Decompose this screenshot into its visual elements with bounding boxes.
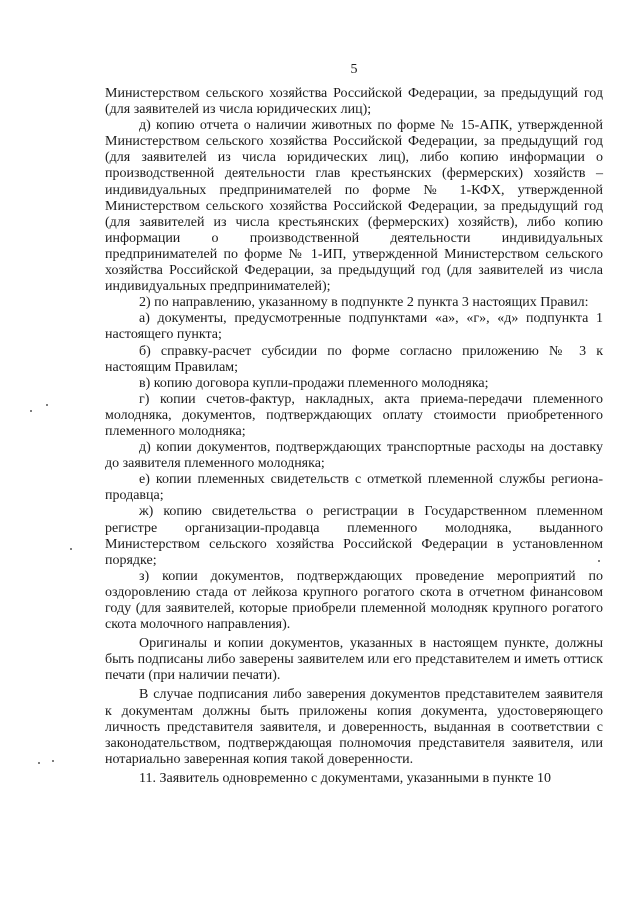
paragraph: 2) по направлению, указанному в подпункте 2 пункта 3 настоящих Правил:: [139, 295, 589, 311]
paragraph: 11. Заявитель одновременно с документами, указанными в пункте 10: [139, 770, 552, 786]
paragraph: г) копии счетов-фактур, накладных, акта приема-передачи племенного молодняка, документов, подтверждающих оплату стоимости приобретенного племенного молодняка;: [105, 391, 603, 439]
paragraph: з) копии документов, подтверждающих проведение мероприятий по оздоровлению стада от лейкоза крупного рогатого скота в отчетном финансовом году (для заявителей, которые приобрели племенной молодняк крупного рогатого скота молочного направления).: [105, 568, 603, 633]
paragraph: б) справку-расчет субсидии по форме согласно приложению № 3 к настоящим Правилам;: [105, 343, 603, 375]
paragraph: д) копии документов, подтверждающих транспортные расходы на доставку до заявителя племенного молодняка;: [105, 440, 603, 472]
paragraph: Министерством сельского хозяйства Российской Федерации, за предыдущий год (для заявителей из числа юридических лиц);: [105, 86, 603, 118]
scan-speck: [38, 762, 40, 764]
scan-speck: [46, 404, 48, 406]
page-number: 5: [350, 62, 358, 77]
paragraph: д) копию отчета о наличии животных по форме № 15-АПК, утвержденной Министерством сельского хозяйства Российской Федерации, за предыдущий год (для заявителей из числа юридических лиц), либо копию информации о производственной деятельности глав крестьянских (фермерских) хозяйств – индивидуальных предпринимателей по форме № 1-КФХ, утвержденной Министерством сельского хозяйства Российской Федерации, за предыдущий год (для заявителей из числа крестьянских (фермерских) хозяйств), либо копию информации о производственной деятельности индивидуальных предпринимателей по форме № 1-ИП, утвержденной Министерством сельского хозяйства Российской Федерации, за предыдущий год (для заявителей из числа индивидуальных предпринимателей);: [105, 118, 603, 295]
paragraph: ж) копию свидетельства о регистрации в Государственном племенном регистре организации-продавца племенного молодняка, выданного Министерством сельского хозяйства Российской Федерации в установленном порядке;: [105, 504, 603, 568]
document-body: [105, 86, 603, 787]
scan-speck: [598, 560, 600, 562]
paragraph: а) документы, предусмотренные подпунктами «а», «г», «д» подпункта 1 настоящего пункта;: [105, 311, 603, 343]
scan-speck: [70, 548, 72, 550]
scan-speck: [52, 760, 54, 762]
paragraph: е) копии племенных свидетельств с отметкой племенной службы региона-продавца;: [105, 472, 603, 504]
paragraph: Оригиналы и копии документов, указанных в настоящем пункте, должны быть подписаны либо заверены заявителем или его представителем и иметь оттиск печати (при наличии печати).: [105, 636, 603, 684]
paragraph: в) копию договора купли-продажи племенного молодняка;: [139, 375, 489, 391]
paragraph: В случае подписания либо заверения документов представителем заявителя к документам должны быть приложены копия документа, удостоверяющего личность представителя заявителя, и доверенность, выданная в соответствии с законодательством, подтверждающая полномочия представителя заявителя, или нотариально заверенная копия такой доверенности.: [105, 687, 603, 767]
scan-speck: [30, 410, 32, 412]
